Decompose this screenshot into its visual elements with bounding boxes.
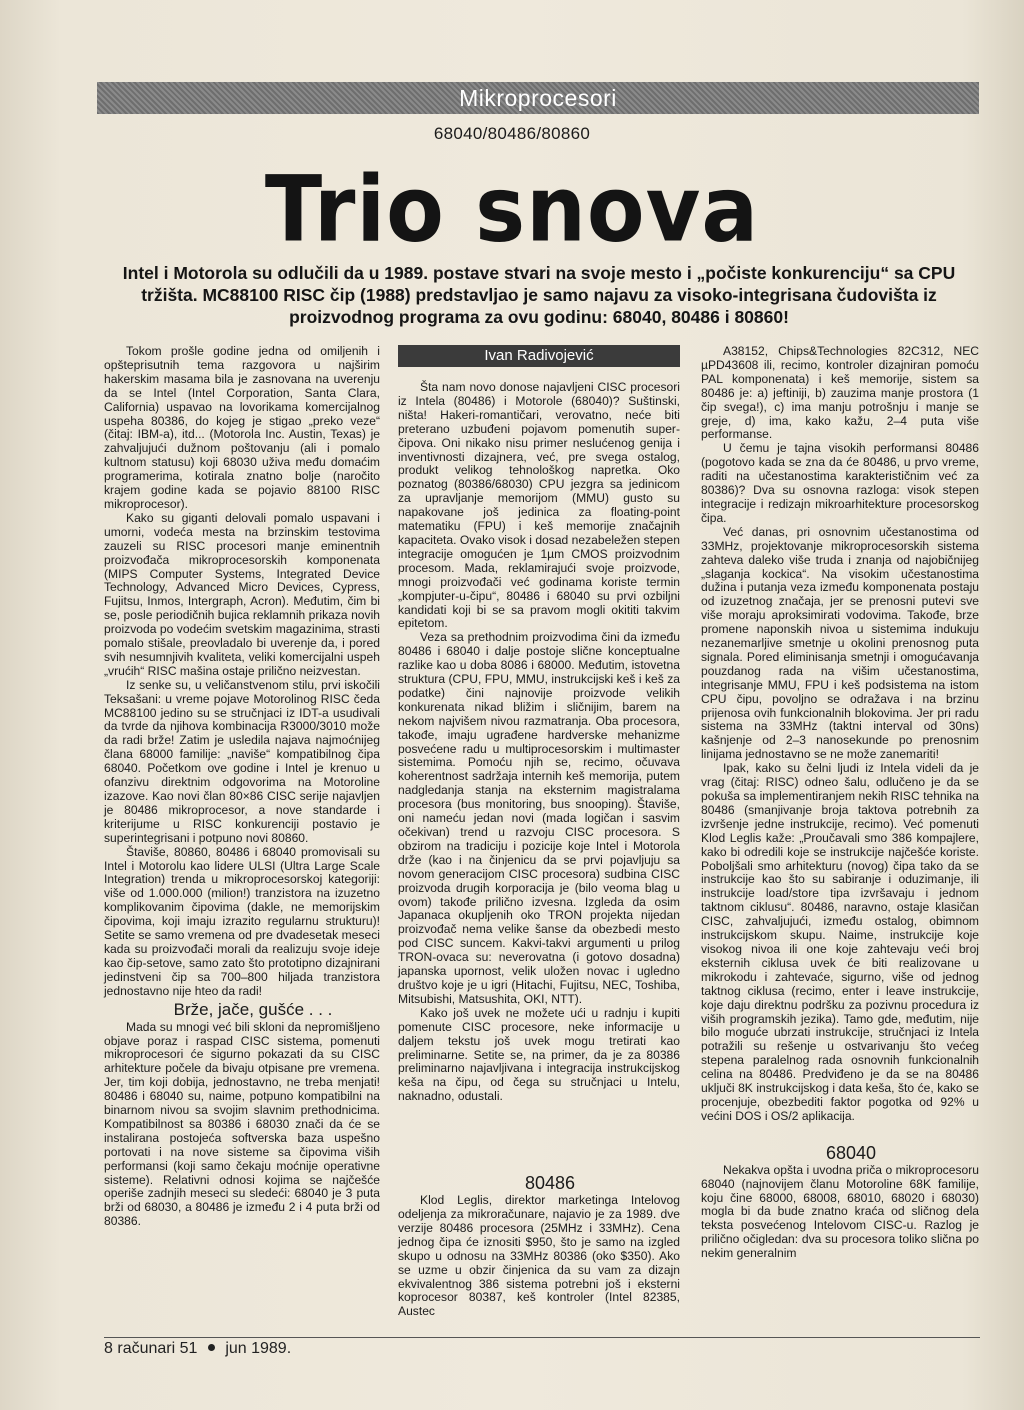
bullet-icon xyxy=(208,1344,215,1351)
paragraph: A38152, Chips&Technologies 82C312, NEC µPD43608 ili, recimo, kontroler dizajniran pomoću PAL komponenata) i keš memorije, sistem sa 80486 je: a) jeftiniji, b) zauzima manje prostora (1 čip svega!), c) ima manju potrošnju i manje se greje, d) ima, kako kažu, 2–4 puta više performanse. xyxy=(701,344,979,442)
paragraph: Ipak, kako su čelni ljudi iz Intela videli da je vrag (čitaj: RISC) odneo šalu, odlučeno je da se pokuša sa implementiranjem nekih RISC tehnika na 80486 (smanjivanje broja taktova potrebnih za izvršenje jedne instrukcije, recimo). Već pomenuti Klod Leglis kaže: „Proučavali smo 386 kompajlere, kako bi odredili koje se instrukcije najčešće koriste. Poboljšali smo arhitekturu (novog) čipa tako da se instrukcije kao što su sabiranje i oduzimanje, ili instrukcije load/store tipa izvršavaju i jednom taktnom ciklusu“. 80486, naravno, ostaje klasičan CISC, zahvaljujući, između ostalog, obimnom instrukcijskom skupu. Naime, instrukcije koje visokog nivoa ili one koje zahtevaju veći broj eksternih ciklusa uvek će biti realizovane u mikrokodu i zahtevaće, sigurno, više od jednog taktnog ciklusa (recimo, enter i leave instrukcije, koje daju direktnu podršku za pozivnu procedura iz viših programskih jezika). Tamo gde, međutim, nije bilo moguće ubrzati instrukcije, stručnjaci iz Intela potražili su rešenje u ostvarivanju što većeg stepena paralelnog rada osnovnih funkcionalnih celina na 80486. Predviđeno je da se na 80486 uključi 8K instrukcijskog i data keša, što će, kako se procenjuje, obezbediti faktor pogotka od 92% u većini DOS i OS/2 aplikacija. xyxy=(701,761,979,1123)
paragraph: Klod Leglis, direktor marketinga Intelovog odeljenja za mikroračunare, najavio je za 1989. dve verzije 80486 procesora (25MHz i 33MHz). Cena jednog čipa će iznositi $950, što je samo na izgled skupo u odnosu na 33MHz 80386 (oko $350). Ako se uzme u obzir činjenica da su vam za dizajn ekvivalentnog 386 sistema potrebni još i eksterni koprocesor 80387, keš kontroler (Intel 82385, Austec xyxy=(398,1193,680,1319)
author-byline: Ivan Radivojević xyxy=(398,345,680,367)
paragraph: Štaviše, 80860, 80486 i 68040 promovisali su Intel i Motorolu kao lidere ULSI (Ultra Large Scale Integration) trenda u mikroprocesorskoj kategoriji: više od 1.000.000 (milion!) tranzistora na izuzetno komplikovanim čipovima (dakle, ne memorijskim čipovima, koji imaju izrazito regularnu strukturu)! Setite se samo vremena od pre dvadesetak meseci kada su proizvođači morali da realizuju svoje ideje kao čip-setove, samo zato što prototipno dizajnirani jedinstveni čip sa 700–800 hiljada tranzistora jednostavno nije hteo da radi! xyxy=(104,844,380,998)
page-footer xyxy=(104,1340,291,1358)
article-lead: Intel i Motorola su odlučili da u 1989. postave stvari na svoje mesto i „počiste konkurenciju“ sa CPU tržišta. MC88100 RISC čip (1988) predstavljao je samo najavu za visoko-integrisana čudovišta iz proizvodnog programa za ovu godinu: 68040, 80486 i 80860! xyxy=(122,263,956,327)
paragraph: Šta nam novo donose najavljeni CISC procesori iz Intela (80486) i Motorole (68040)? Suštinski, ništa! Hakeri-romantičari, verovatno, neće biti preterano uzbuđeni pojavom pomenutih super-čipova. Oni nikako nisu primer neslućenog genija i inventivnosti dizajnera, već, pre svega ostalog, produkt velikog tehnološkog napretka. Oko poznatog (80386/68030) CPU jezgra sa jedinicom za upravljanje memorijom (MMU) gusto su napakovane još jedinica za floating-point matematiku (FPU) i keš memorije značajnih kapaciteta. Ovako visok i dosad nezabeležen stepen integracije omogućen je 1µm CMOS proizvodnim procesom. Mada, reklamirajući svoje proizvode, mnogi proizvođači već godinama koriste termin „kompjuter-u-čipu“, 80486 i 68040 su prvi ozbiljni kandidati koji bi se sa pravom mogli okititi takvim epitetom. xyxy=(398,380,680,631)
issue-date: jun 1989. xyxy=(225,1340,292,1357)
paragraph: Iz senke su, u veličanstvenom stilu, prvi iskočili Teksašani: u vreme pojave Motorolinog RISC čeda MC88100 jedino su se stručnjaci iz IDT-a usudivali da tvrde da njihova kombinacija R3000/3010 može da radi brže! Zatim je usledila najava najmoćnijeg člana 68000 familije: „naviše“ kompatibilnog čipa 68040. Početkom ove godine i Intel je krenuo u ofanzivu direktnim odgovorima na Motoroline izazove. Kao novi član 80×86 CISC serije najavljen je 80486 mikroprocesor, a nove standarde i kriterijume u RISC konkurenciji postavio je superintegrisani i potpuno novi 80860. xyxy=(104,677,380,845)
column-spacer xyxy=(398,1104,680,1172)
paragraph: Tokom prošle godine jedna od omiljenih i opšteprisutnih tema razgovora u najširim hakerskim masama bila je zasnovana na uverenju da se Intel (Intel Corporation, Santa Clara, California) uspavao na lovorikama komercijalnog uspeha 80386, do kojeg je stigao „preko veze“ (čitaj: IBM-a), itd... (Motorola Inc. Austin, Texas) je zahvaljujući dužnom poštovanju (ali i pomalo kultnom statusu) koji 68030 uživa među domaćim programerima, kotirala znatno bolje (naročito krajem godine kada se pojavio 88100 RISC mikroprocesor). xyxy=(104,344,380,511)
article-headline: Trio snova xyxy=(264,156,760,262)
subheading-80486: 80486 xyxy=(524,1173,576,1194)
paragraph: Već danas, pri osnovnim učestanostima od 33MHz, projektovanje mikroprocesorskih sistema zahteva daleko više truda i znanja od najobičnijeg „slaganja kockica“. Na visokim učestanostima dužina i putanja veza između komponenata postaju od izuzetnog značaja, jer se prenosni putevi sve više moraju aproksimirati vodovima. Takođe, brze promene naponskih nivoa u sistemima indukuju nezanemarljive smetnje u okolini prenosnog puta signala. Pored eliminisanja smetnji i omogućavanja pouzdanog rada na višim učestanostima, integrisanje MMU, FPU i keš podsistema na istom CPU čipu, povoljno se odražava i na brzinu prijenosa ovih funkcionalnih blokovima. Jer pri radu sistema na 33MHz (taktni interval od 30ns) kašnjenje od 2–3 nanosekunde po prenosnim linijama jednostavno se ne može zanemariti! xyxy=(701,524,979,762)
magazine-name: računari 51 xyxy=(117,1340,198,1357)
section-title: Mikroprocesori xyxy=(459,84,617,111)
column-2 xyxy=(398,345,680,1319)
subheading: Brže, jače, gušće . . . xyxy=(173,999,333,1019)
column-3 xyxy=(701,345,979,1261)
column-spacer xyxy=(701,1124,979,1142)
paragraph: Kako su giganti delovali pomalo uspavani i umorni, vodeća mesta na brzinskim testovima zauzeli su RISC procesori manje eminentnih proizvođača mikroprocesorskih komponenata (MIPS Computer Systems, Integrated Device Technology, Advanced Micro Devices, Cypress, Fujitsu, Inmos, Intergraph, Acron). Međutim, čim bi se, posle periodičnih bujica reklamnih prikaza novih proizvoda po vodećim svetskim magazinima, strasti pomalo stišale, preovladalo bi uverenje da, i pored svih nesumnjivih kvaliteta, veliki komercijalni uspeh „vrućih“ RISC mašina ostaje prilično neizvestan. xyxy=(104,510,380,678)
paragraph: Kako još uvek ne možete ući u radnju i kupiti pomenute CISC procesore, neke informacije u daljem tekstu još uvek mogu tretirati kao preliminarne. Setite se, na primer, da je za 80386 preliminarno najavljivana i integracija instrukcijskog keša na čipu, od čega su stručnjaci u Intelu, naknadno, odustali. xyxy=(398,1005,680,1104)
subheading-68040: 68040 xyxy=(825,1142,877,1163)
column-1 xyxy=(104,345,380,1229)
page-number: 8 xyxy=(104,1340,113,1357)
footer-rule xyxy=(104,1337,980,1338)
paragraph: U čemu je tajna visokih performansi 80486 (pogotovo kada se zna da će 80486, u prvo vreme, raditi na učestanostima karakterističnim već za 80386)? Dva su osnovna razloga: visok stepen integracije i redizajn mikroarhitekture procesorskog čipa. xyxy=(701,441,979,525)
paragraph: Mada su mnogi već bili skloni da nepromišljeno objave poraz i raspad CISC sistema, pomenuti mikroprocesori će sigurno pokazati da su CISC arhitekture počele da bivaju otpisane pre vremena. Jer, tim koji dobija, jednostavno, ne treba menjati! 80486 i 68040 su, naime, potpuno kompatibilni na binarnom nivou sa svojim slavnim prethodnicima. Kompatibilnost sa 80386 i 68030 znači da će se instalirana postojeća softverska baza uspešno portovati i na nove sisteme sa čipovima viših performansi (koji samo čekaju moćnije operativne sisteme). Relativni odnosi kojima se najčešće operiše zadnjih meseci su sledeći: 68040 je 3 puta brži od 68030, a 80486 je između 2 i 4 puta brži od 80386. xyxy=(104,1019,380,1229)
paragraph: Nekakva opšta i uvodna priča o mikroprocesoru 68040 (najnovijem članu Motoroline 68K familije, koju čine 68000, 68008, 68010, 68020 i 68030) mogla bi da bude znatno kraća od sličnog dela teksta posvećenog Intelovom CISC-u. Razlog je prilično očigledan: dva su procesora toliko slična po nekim generalnim xyxy=(701,1162,979,1261)
section-banner xyxy=(97,82,979,114)
processor-models: 68040/80486/80860 xyxy=(433,124,591,143)
paragraph: Veza sa prethodnim proizvodima čini da između 80486 i 68040 i dalje postoje slične konceptualne razlike kao u doba 8086 i 68000. Međutim, istovetna struktura (CPU, FPU, MMU, instrukcijski keš i keš za podatke) čini najnovije proizvode velikih konkurenata nikad bližim i sličnijim, barem na nekom najvišem nivou razmatranja. Oba procesora, takođe, imaju ugrađene hardverske mehanizme posvećene radu u multiprocesorskim i multimaster sistemima. Pomoću njih se, recimo, očuvava koherentnost sadržaja internih keš memorija, putem nadgledanja stanja na eksternim magistralama procesora (bus monitoring, bus snooping). Štaviše, oni nameću jedan novi (mada logičan i sasvim očekivan) trend u razvoju CISC procesora. S obzirom na tradiciju i pozicije koje Intel i Motorola drže (kao i na činjenicu da se prvi pojavljuju sa novom generacijom CISC procesora) sudbina CISC proizvoda drugih korporacija je (bilo veoma blag u ovom) takođe prilično izvesna. Izgleda da osim Japanaca okupljenih oko TRON projekta nijedan proizvođač nema velike šanse da obezbedi mesto pod CISC suncem. Kakvi-takvi argumenti u prilog TRON-ovaca su: neverovatna (i gotovo dosadna) japanska upornost, velik uložen novac i ugledno društvo koje je u igri (Hitachi, Fujitsu, NEC, Toshiba, Mitsubishi, Matsushita, OKI, NTT). xyxy=(398,630,680,1006)
